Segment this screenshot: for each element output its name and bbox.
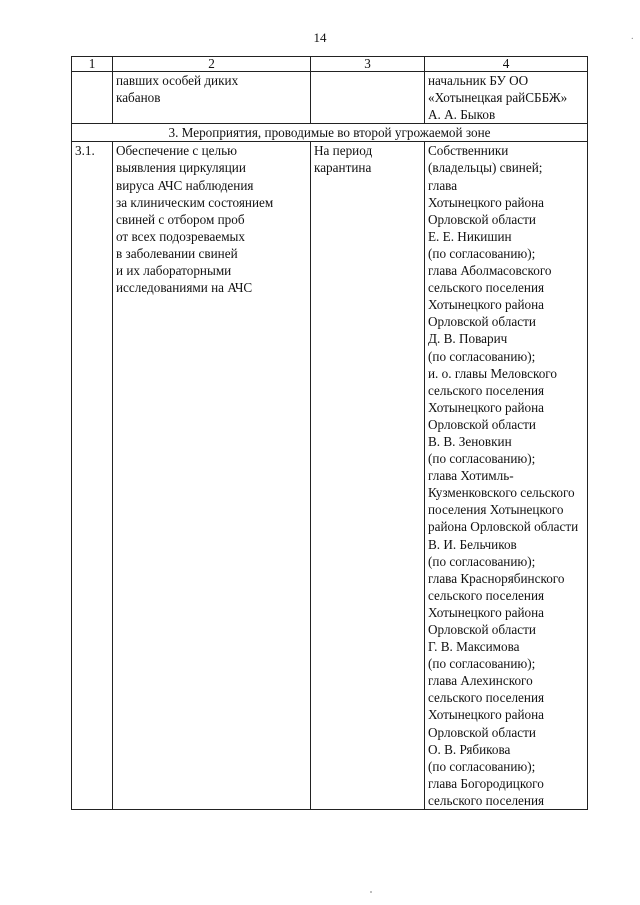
cont-responsible-cell: начальник БУ ОО «Хотынецкая райСББЖ» А. А. Быков (425, 72, 588, 124)
row-number-cell: 3.1. (72, 142, 113, 810)
measure-cell: Обеспечение с целью выявления циркуляции вируса АЧС наблюдения за клиническим состоянием свиней с отбором проб от всех подозреваемых в заболевании свиней и их лабораторными исследованиями на АЧС (113, 142, 311, 810)
cont-period-cell (311, 72, 425, 124)
responsible-cell: Собственники (владельцы) свиней; глава Хотынецкого района Орловской области Е. Е. Никишин (по согласованию); глава Аболмасовского сельского поселения Хотынецкого района Орловской области Д. В. Поварич (по согласованию); и. о. главы Меловского сельского поселения Хотынецкого района Орловской области В. В. Зеновкин (по согласованию); глава Хотимль- Кузменковского сельского поселения Хотынецкого района Орловской области В. И. Бельчиков (по согласованию); глава Краснорябинского сельского поселения Хотынецкого района Орловской области Г. В. Максимова (по согласованию); глава Алехинского сельского поселения Хотынецкого района Орловской области О. В. Рябикова (по согласованию); глава Богородицкого сельского поселения (425, 142, 588, 810)
scan-speck (370, 891, 372, 893)
table-header-row (72, 57, 588, 72)
cont-measure-cell: павших особей диких кабанов (113, 72, 311, 124)
section-title: 3. Мероприятия, проводимые во второй угрожаемой зоне (72, 124, 588, 142)
table-row (72, 142, 588, 810)
page-number: 14 (313, 30, 327, 45)
header-col-2: 2 (113, 57, 311, 72)
measures-table (71, 56, 588, 810)
header-col-1: 1 (72, 57, 113, 72)
period-cell: На период карантина (311, 142, 425, 810)
cont-num-cell (72, 72, 113, 124)
continuation-row (72, 72, 588, 124)
margin-mark: · (630, 34, 634, 45)
header-col-4: 4 (425, 57, 588, 72)
header-col-3: 3 (311, 57, 425, 72)
section-row (72, 124, 588, 142)
